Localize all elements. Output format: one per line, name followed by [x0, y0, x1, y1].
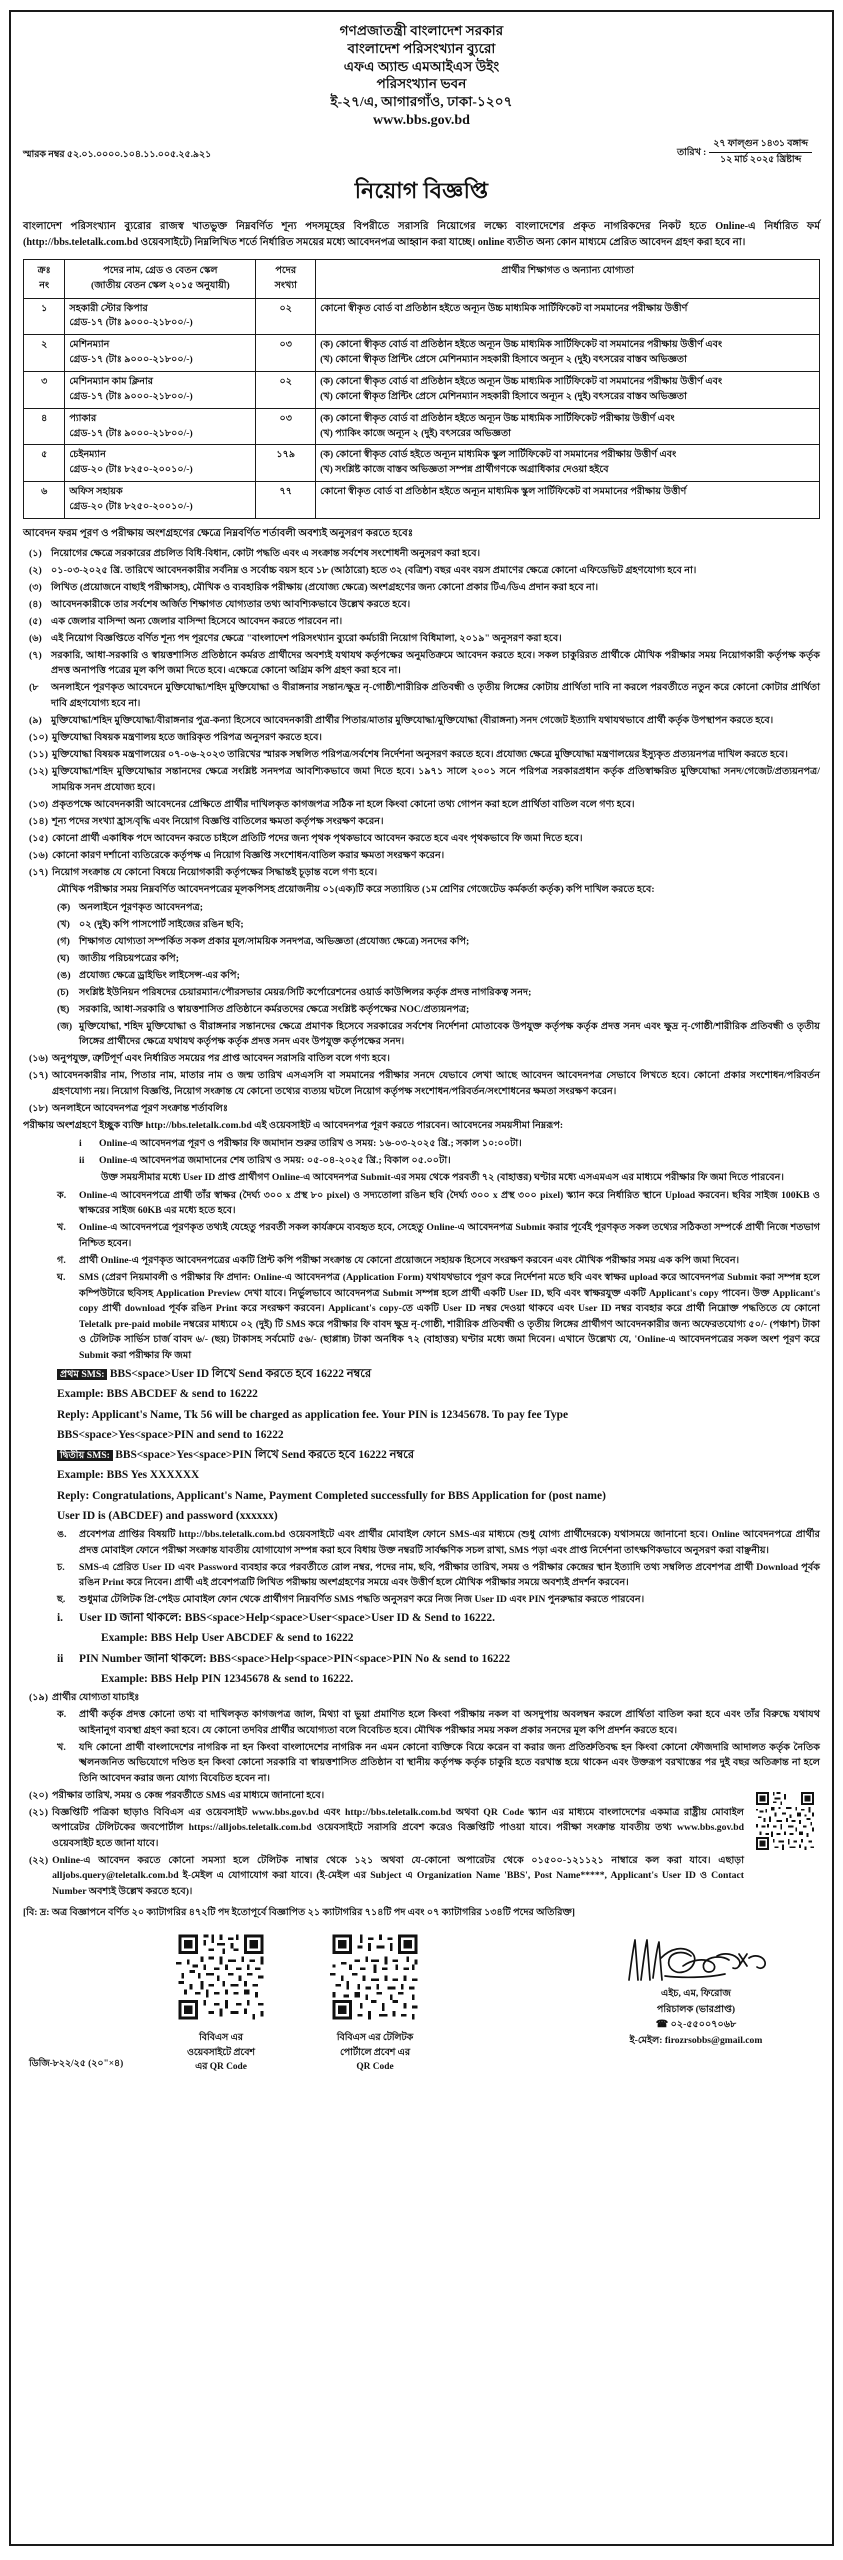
list-text: অনলাইনে পূরণকৃত আবেদনে মুক্তিযোদ্ধা/শহিদ মুক্তিযোদ্ধা ও বীরাঙ্গনার সন্তান/ক্ষুদ্র নৃ-গোষ্ঠী/শারীরিক প্রতিবন্ধী ও তৃতীয় লিঙ্গের কোটায় প্রার্থিতা দাবি না করলে পরবর্তীতে নতুন করে কোনো কোটার প্রার্থিতা দাবি গ্রহণযোগ্য হবে না। — [51, 682, 820, 709]
documents-list — [23, 900, 820, 1050]
row-post-grade: গ্রেড-১৭ (টাঃ ৯০০০-২১৮০০/-) — [69, 317, 193, 329]
list-text: আবেদনকারীর নাম, পিতার নাম, মাতার নাম ও জন্ম তারিখ এসএসসি বা সমমানের পরীক্ষার সনদে যেভাবে লেখা আছে আবেদন আবেদনপত্র সেভাবে লিখতে হবে। কোনো প্রকার সংশোধন/পরিবর্তন গ্রহণযোগ্য নয়। নিয়োগ বিজ্ঞপ্তি, নিয়োগ সংক্রান্ত যে কোনো তথ্যের ব্যত্যয় ঘটলে নিয়োগ কর্তৃপক্ষ সংশোধন/পরিবর্তন/সংশোধনের ক্ষমতা সংরক্ষণ করেন। — [52, 1070, 820, 1097]
row-post-grade: গ্রেড-১৭ (টাঃ ৯০০০-২১৮০০/-) — [69, 427, 193, 439]
row-post-grade: গ্রেড-২০ (টাঃ ৮২৫০-২০০১০/-) — [69, 464, 193, 476]
list-marker: (১০) — [29, 732, 49, 744]
list-text: অনুপযুক্ত, ত্রুটিপূর্ণ এবং নির্ধারিত সময়ের পর প্রাপ্ত আবেদন সরাসরি বাতিল বলে গণ্য হবে। — [52, 1053, 390, 1065]
row-count: ৭৭ — [256, 482, 316, 519]
documents-intro: মৌখিক পরীক্ষার সময় নিম্নবর্ণিত আবেদনপত্রের মূলকপিসহ প্রয়োজনীয় ০১(এক)টি করে সত্যায়িত (১ম শ্রেণির গেজেটেড কর্মকর্তা কর্তৃক) কপি দাখিল করতে হবে: — [57, 884, 655, 896]
row-serial: ৫ — [24, 445, 65, 482]
row-qual-line: (খ) প্যাকিং কাজে অন্যূন ২ (দুই) বৎসরের অভিজ্ঞতা — [320, 427, 511, 439]
list-item — [23, 563, 820, 579]
list-marker: (১৪) — [29, 815, 49, 827]
list-text: Online-এ আবেদন করতে কোনো সমস্যা হলে টেলিটক নাম্বার থেকে ১২১ অথবা যে-কোনো অপারেটর থেকে ০১৫০০-১২১১২১ নাম্বারে কল করা যাবে। এছাড়া alljobs.query@teletalk.com.bd ই-মেইল এ যোগাযোগ করা যাবে। (ই-মেইল এর Subject এ Organization Name 'BBS', Post Name*****, Applicant's User ID ও Contact Number অবশ্যই উল্লেখ করতে হবে)। — [52, 1854, 744, 1897]
list-text: এক জেলার বাসিন্দা অন্য জেলার বাসিন্দা হিসেবে আবেদন করতে পারবেন না। — [51, 615, 343, 627]
list-text: কোনো কারণ দর্শানো ব্যতিরেকে কর্তৃপক্ষ এ নিয়োগ বিজ্ঞপ্তি সংশোধন/বাতিল করার ক্ষমতা সংরক্ষণ করেন। — [52, 849, 445, 861]
table-row — [24, 371, 820, 408]
sms-first-example: Example: BBS ABCDEF & send to 16222 — [57, 1388, 258, 1401]
row-qual-line: (খ) কোনো স্বীকৃত প্রিন্টিং প্রেসে মেশিনম্যান সহকারী হিসাবে অন্যূন ২ (দুই) বৎসরের বাস্তব অভিজ্ঞতা — [320, 390, 687, 402]
conditions-heading: আবেদন ফরম পূরণ ও পরীক্ষায় অংশগ্রহণের ক্ষেত্রে নিম্নবর্ণিত শর্তাবলী অবশ্যই অনুসরণ করতে হবেঃ — [23, 527, 414, 539]
list-marker: (গ) — [57, 935, 70, 947]
sms-second-line — [23, 1446, 820, 1464]
row-post — [65, 298, 256, 335]
list-marker: (১৬) — [29, 1053, 49, 1065]
list-text: SMS (প্রেরণ নিয়মাবলী ও পরীক্ষার ফি প্রদান: Online-এ আবেদনপত্র (Application Form) যথাযথভাবে পূরণ করে নির্দেশনা মতে ছবি এবং স্বাক্ষর upload করে আবেদনপত্র Submit করা সম্পন্ন হলে কম্পিউটারে ছবিসহ Application Preview দেখা যাবে। নির্ভুলভাবে আবেদনপত্র Submit সম্পন্ন হলে প্রার্থী একটি User ID, ছবি এবং স্বাক্ষরযুক্ত একটি Applicant's copy পাবেন। উক্ত Applicant's copy প্রার্থী download পূর্বক রঙিন Print করে সংরক্ষণ করবেন। Applicant's copy-তে একটি User ID নম্বর দেওয়া থাকবে এবং User ID নম্বর ব্যবহার করে প্রার্থী নিম্নোক্ত পদ্ধতিতে যে কোনো Teletalk pre-paid mobile নম্বরের মাধ্যমে ০২ (দুই) টি SMS করে পরীক্ষার ফি বাবদ ক্ষুদ্র নৃ-গোষ্ঠী, শারীরিক প্রতিবন্ধী ও তৃতীয় লিঙ্গের প্রার্থীগণ আবেদনকারীর জন্য অফেরতযোগ্য ৫০/- (পঞ্চাশ) টাকা ও টেলিটক সার্ভিস চার্জ বাবদ ৬/- (ছয়) টাকাসহ সর্বমোট ৫৬/- (ছাপ্পান্ন) টাকা অনধিক ৭২ (বাহাত্তর) ঘণ্টার মধ্যে জমা দিবেন। এখানে উল্লেখ্য যে, 'Online-এ আবেদনপত্রের সকল অংশ পূরণ করে Submit করা পরীক্ষার ফি জমা — [79, 1272, 820, 1361]
row-qualification — [316, 408, 820, 445]
list-item — [23, 814, 820, 830]
row-serial: ৬ — [24, 482, 65, 519]
list-item — [23, 1805, 744, 1852]
col-header-post — [65, 259, 256, 298]
col-header-serial — [24, 259, 65, 298]
row-post-grade: গ্রেড-১৭ (টাঃ ৯০০০-২১৮০০/-) — [69, 390, 193, 402]
qr-portal-caption-l2: পোর্টালে প্রবেশ এর — [340, 2047, 410, 2058]
row-serial: ৪ — [24, 408, 65, 445]
col-header-qualification: প্রার্থীর শিক্ষাগত ও অন্যান্য যোগ্যতা — [316, 259, 820, 298]
table-row — [24, 482, 820, 519]
list-text: পরীক্ষার তারিখ, সময় ও কেন্দ্র পরবর্তীতে SMS এর মাধ্যমে জানানো হবে। — [52, 1789, 325, 1801]
recovery-example-1: Example: BBS Help User ABCDEF & send to 16222 — [101, 1632, 354, 1645]
signer-email-row — [582, 2033, 810, 2049]
row-post-name: চেইনম্যান — [69, 449, 106, 461]
inline-qr-code[interactable] — [754, 1790, 816, 1852]
list-item — [23, 614, 820, 630]
list-item — [23, 764, 820, 795]
qr-website-caption-l1: বিবিএস এর — [199, 2033, 243, 2044]
list-text: User ID জানা থাকলে: BBS<space>Help<space>User<space>User ID & Send to 16222. — [79, 1612, 495, 1625]
qr-portal-block — [301, 1932, 449, 2075]
list-text: অনলাইনে আবেদনপত্র পূরণ সংক্রান্ত শর্তাবলিঃ — [52, 1102, 229, 1114]
org-line-1: গণপ্রজাতন্ত্রী বাংলাদেশ সরকার — [339, 23, 504, 38]
sms-first-prefix: প্রথম — [60, 1369, 79, 1381]
list-text: সংশ্লিষ্ট ইউনিয়ন পরিষদের চেয়ারম্যান/পৌরসভার মেয়র/সিটি কর্পোরেশনের ওয়ার্ড কাউন্সিলর কর্তৃক প্রদত্ত নাগরিকত্ব সনদ; — [79, 986, 532, 998]
list-text: Online-এ আবেদনপত্র পূরণ ও পরীক্ষার ফি জমাদান শুরুর তারিখ ও সময়: ১৬-০৩-২০২৫ খ্রি.; সকাল ১০:০০টা। — [99, 1137, 522, 1149]
memo-date — [677, 138, 820, 168]
qr-website-caption-l2: ওয়েবসাইটে প্রবেশ — [187, 2047, 255, 2058]
list-item — [23, 680, 820, 711]
row-qual-line: কোনো স্বীকৃত বোর্ড বা প্রতিষ্ঠান হইতে অন্যূন মাধ্যমিক স্কুল সার্টিফিকেট বা সমমানের পরীক্ষায় উত্তীর্ণ — [320, 486, 687, 498]
list-item — [23, 1270, 820, 1363]
row-qual-line: (ক) কোনো স্বীকৃত বোর্ড বা প্রতিষ্ঠান হইতে অন্যূন উচ্চ মাধ্যমিক সার্টিফিকেট পরীক্ষায় উত্তীর্ণ এবং — [320, 412, 675, 424]
org-line-2: বাংলাদেশ পরিসংখ্যান ব্যুরো — [347, 40, 496, 56]
list-item — [23, 900, 820, 916]
list-marker: (১৩) — [29, 798, 49, 810]
list-marker: (চ) — [57, 986, 69, 998]
list-item — [23, 1188, 820, 1219]
list-item — [23, 934, 820, 950]
online-section-heading — [23, 1101, 820, 1117]
signature-icon — [621, 1934, 771, 1986]
row-post-grade: গ্রেড-১৭ (টাঃ ৯০০০-২১৮০০/-) — [69, 354, 193, 366]
row-post — [65, 445, 256, 482]
recovery-example-2: Example: BBS Help PIN 12345678 & send to 16222. — [101, 1672, 354, 1685]
list-marker: (ক) — [57, 901, 71, 913]
list-item — [23, 848, 820, 864]
list-item — [23, 1068, 820, 1099]
list-marker: (৪) — [29, 598, 42, 610]
list-text: নিয়োগের ক্ষেত্রে সরকারের প্রচলিত বিধি-বিধান, কোটা পদ্ধতি এবং এ সংক্রান্ত সর্বশেষ সংশোধনী অনুসরণ করা হবে। — [51, 547, 481, 559]
handwritten-signature — [582, 1932, 810, 1986]
row-qualification — [316, 371, 820, 408]
table-row — [24, 335, 820, 372]
list-item — [23, 985, 820, 1001]
row-qualification — [316, 335, 820, 372]
list-marker: ii — [57, 1652, 64, 1665]
list-text: যদি কোনো প্রার্থী বাংলাদেশের নাগরিক না হন কিংবা বাংলাদেশের নাগরিক নন এমন কোনো ব্যক্তিকে বিয়ে করেন বা করার জন্য প্রতিশ্রুতিবদ্ধ হন কিংবা কোনো ফৌজদারি আদালত কর্তৃক নৈতিক স্খলনজনিত অভিযোগে দণ্ডিত হন কিংবা কোনো সরকারি বা স্বায়ত্তশাসিত প্রতিষ্ঠান বা স্থানীয় কর্তৃপক্ষ কর্তৃক চাকুরি হতে বরখাস্ত হয়ে থাকেন এবং উক্তরূপ বরখাস্তের পর দুই বছর অতিক্রান্ত না হলে তিনি আবেদন করার জন্য যোগ্য বিবেচিত হবেন না। — [79, 1741, 820, 1784]
org-website[interactable]: www.bbs.gov.bd — [373, 113, 470, 129]
col-header-serial-l1: ক্রঃ — [37, 264, 51, 276]
list-item — [23, 747, 820, 763]
row-count: ০৩ — [256, 408, 316, 445]
date-english: ১২ মার্চ ২০২৫ খ্রিষ্টাব্দ — [720, 155, 802, 166]
row-post — [65, 371, 256, 408]
table-header-row — [24, 259, 820, 298]
list-text: ০২ (দুই) কপি পাসপোর্ট সাইজের রঙিন ছবি; — [79, 918, 244, 930]
sms-second-example: Example: BBS Yes XXXXXX — [57, 1469, 200, 1482]
list-marker: (৭) — [29, 649, 42, 661]
list-marker: (২২) — [29, 1854, 49, 1866]
row-post-name: মেশিনম্যান কাম ক্লিনার — [69, 375, 154, 387]
list-item — [23, 546, 820, 562]
row-count: ১৭৯ — [256, 445, 316, 482]
list-item — [23, 917, 820, 933]
list-item — [23, 1788, 744, 1804]
date-bangla: ২৭ ফাল্গুন ১৪৩১ বঙ্গাব্দ — [709, 138, 812, 154]
list-text: লিখিত (প্রয়োজনে বাছাই পরীক্ষাসহ), মৌখিক ও ব্যবহারিক পরীক্ষায় (প্রযোজ্য ক্ষেত্রে) অংশগ্রহণের জন্য কোনো প্রকার টিএ/ডিএ প্রদান করা হবে না। — [51, 581, 599, 593]
list-marker: গ. — [57, 1255, 66, 1266]
letterhead — [23, 22, 820, 131]
list-item — [23, 1153, 820, 1169]
list-marker: (১১) — [29, 749, 49, 761]
list-marker: (৫) — [29, 615, 42, 627]
org-line-4: পরিসংখ্যান ভবন — [376, 76, 467, 92]
list-text: আবেদনকারীকে তার সর্বশেষ অর্জিত শিক্ষাগত যোগ্যতার তথ্য আবশ্যিকভাবে উল্লেখ করতে হবে। — [51, 598, 411, 610]
list-text: Online-এ আবেদনপত্রে প্রার্থী তাঁর স্বাক্ষর (দৈর্ঘ্য ৩০০ x প্রস্থ ৮০ pixel) ও সদ্যতোলা রঙিন ছবি (দৈর্ঘ্য ৩০০ x প্রস্থ ৩০০ pixel) স্ক্যান করে নির্ধারিত স্থানে Upload করবেন। ছবির সাইজ 100KB ও স্বাক্ষরের সাইজ 60KB এর মধ্যে হতে হবে। — [79, 1189, 820, 1217]
list-marker: খ. — [57, 1222, 66, 1234]
col-header-post-l2: (জাতীয় বেতন স্কেল ২০১৫ অনুযায়ী) — [91, 279, 230, 291]
row-qualification — [316, 298, 820, 335]
conditions-list — [23, 546, 820, 880]
list-marker: (১৬) — [29, 849, 49, 861]
col-header-count-l2: সংখ্যা — [274, 279, 297, 291]
email-label: ই-মেইল: — [629, 2035, 663, 2047]
list-marker: (ছ) — [57, 1003, 70, 1015]
list-marker: (জ) — [57, 1020, 73, 1032]
col-header-count — [256, 259, 316, 298]
list-text: মুক্তিযোদ্ধা/শহিদ মুক্তিযোদ্ধার সন্তানদের ক্ষেত্রে সংশ্লিষ্ট সনদপত্র আবশ্যিকভাবে জমা দিতে হবে। ১৯৭১ সালে ২০০১ সনে পরিপত্র সরকারপ্রধান কর্তৃক প্রতিস্বাক্ষরিত মুক্তিযোদ্ধা সনদ/গেজেট/প্রত্যয়নপত্র/সাময়িক সনদ প্রযোজ্য হবে। — [52, 766, 820, 793]
phone-icon: ☎ — [655, 2019, 669, 2031]
list-item — [23, 730, 820, 746]
list-item — [23, 597, 820, 613]
signature-block — [582, 1932, 814, 2049]
row-count: ০২ — [256, 298, 316, 335]
list-item — [23, 1051, 820, 1067]
list-text: জাতীয় পরিচয়পত্রের কপি; — [79, 952, 179, 964]
sms-second-text: BBS<space>Yes<space>PIN লিখে Send করতে হবে 16222 নম্বরে — [115, 1449, 415, 1462]
list-item — [23, 1592, 820, 1608]
recovery-list — [23, 1609, 820, 1688]
conditions-list-2 — [23, 1051, 820, 1099]
row-qual-line: (খ) সংশ্লিষ্ট কাজে বাস্তব অভিজ্ঞতা সম্পন্ন প্রার্থীগণকে অগ্রাধিকার দেওয়া হইবে — [320, 464, 609, 476]
list-item — [23, 1527, 820, 1558]
row-post-name: অফিস সহায়ক — [69, 486, 123, 498]
list-text: SMS-এ প্রেরিত User ID এবং Password ব্যবহার করে পরবর্তীতে রোল নম্বর, পদের নাম, ছবি, পরীক্ষার তারিখ, সময় ও পরীক্ষার কেন্দ্রের স্থান ইত্যাদি তথ্য সম্বলিত প্রবেশপত্র প্রার্থী Download পূর্বক রঙিন Print করে নিবেন। প্রার্থী এই প্রবেশপত্রটি লিখিত পরীক্ষায় অংশগ্রহণের সময়ে এবং উত্তীর্ণ হলে মৌখিক পরীক্ষার সময়ে অবশ্যই প্রদর্শন করবেন। — [79, 1561, 820, 1589]
online-lead: পরীক্ষায় অংশগ্রহণে ইচ্ছুক ব্যক্তি http://bbs.teletalk.com.bd এই ওয়েবসাইট এ আবেদনপত্র পূরণ করতে পারবেন। আবেদনের সময়সীমা নিম্নরূপ: — [23, 1120, 564, 1132]
list-marker: (২০) — [29, 1789, 49, 1801]
list-marker: ii — [79, 1154, 85, 1166]
row-count: ০২ — [256, 371, 316, 408]
qr-website-caption — [147, 2031, 295, 2075]
row-qualification — [316, 445, 820, 482]
list-marker: ক. — [57, 1189, 67, 1201]
posts-table-body — [24, 298, 820, 518]
list-marker: (ঙ) — [57, 969, 71, 981]
sms-first-badge — [57, 1369, 107, 1380]
signer-phone: ০২-৫৫০০৭০৬৮ — [670, 2019, 737, 2031]
row-post-name: সহকারী স্টোর কিপার — [69, 302, 148, 314]
list-item — [23, 1707, 820, 1738]
list-text: Online-এ আবেদনপত্র জমাদানের শেষ তারিখ ও সময়: ০৫-০৪-২০২৫ খ্রি.; বিকাল ০৫.০০টা। — [99, 1154, 451, 1166]
list-text: মুক্তিযোদ্ধা বিষয়ক মন্ত্রণালয়ের ০৭-০৬-২০২৩ তারিখের স্মারক সম্বলিত পরিপত্র/সর্বশেষ নির্দেশনা অনুসরণ করতে হবে। প্রযোজ্য ক্ষেত্রে মুক্তিযোদ্ধা মন্ত্রণালয়ের ইস্যুকৃত প্রত্যয়নপত্র দাখিল করতে হবে। — [52, 749, 788, 761]
memo-number: স্মারক নম্বর ৫২.০১.০০০০.১০৪.১১.০০৫.২৫.৯২১ — [23, 149, 212, 160]
sms-second-badge — [57, 1450, 113, 1461]
table-row — [24, 298, 820, 335]
list-item — [23, 951, 820, 967]
verify-heading — [23, 1690, 820, 1706]
list-item — [23, 1019, 820, 1050]
row-serial: ২ — [24, 335, 65, 372]
list-marker: (৮ — [29, 682, 39, 694]
list-marker: (২১) — [29, 1806, 49, 1818]
list-item — [23, 1609, 820, 1627]
list-text: শিক্ষাগত যোগ্যতা সম্পর্কিত সকল প্রকার মূল/সাময়িক সনদপত্র, অভিজ্ঞতা (প্রযোজ্য ক্ষেত্রে) সনদের কপি; — [79, 935, 470, 947]
list-text: মুক্তিযোদ্ধা, শহিদ মুক্তিযোদ্ধা ও বীরাঙ্গনার সন্তানদের ক্ষেত্রে প্রমাণক হিসেবে সরকারের সর্বশেষ নির্দেশনা মোতাবেক উপযুক্ত কর্তৃপক্ষ কর্তৃক প্রদত্ত সনদ এবং ক্ষুদ্র নৃ-গোষ্ঠী/শারীরিক প্রতিবন্ধী ও তৃতীয় লিঙ্গের প্রার্থীদের ক্ষেত্রে যথাযথ কর্তৃপক্ষ কর্তৃক প্রদত্ত সনদ এবং উপযুক্ত কর্তৃপক্ষের সনদ। — [79, 1020, 820, 1048]
qr-code-icon — [754, 1790, 816, 1852]
signer-title: পরিচালক (ভারপ্রাপ্ত) — [656, 2003, 736, 2015]
page-title: নিয়োগ বিজ্ঞপ্তি — [354, 177, 489, 203]
qr-code-website-icon[interactable] — [176, 1932, 266, 2022]
intro-paragraph: বাংলাদেশ পরিসংখ্যান ব্যুরোর রাজস্ব খাতভুক্ত নিম্নবর্ণিত শূন্য পদসমূহের বিপরীতে সরাসরি নিয়োগের লক্ষ্যে বাংলাদেশের প্রকৃত নাগরিকদের নিকট হতে Online-এ নির্ধারিত ফর্ম (http://bbs.teletalk.com.bd ওয়েবসাইটে) নিম্নলিখিত শর্তে নির্ধারিত সময়ের মধ্যে আবেদনপত্র আহ্বান করা যাচ্ছে। online ব্যতীত অন্য কোন মাধ্যমে প্রেরিত আবেদন গ্রহণ করা হবে না। — [23, 220, 820, 249]
sms-second-reply-1: Reply: Congratulations, Applicant's Name, Payment Completed successfully for BBS Application for (post name) — [57, 1489, 606, 1502]
document-frame — [9, 10, 834, 2546]
list-marker: (১৮) — [29, 1102, 49, 1114]
list-item — [23, 831, 820, 847]
list-marker: (১৯) — [29, 1692, 49, 1704]
table-row — [24, 445, 820, 482]
list-text: কোনো প্রার্থী একাধিক পদে আবেদন করতে চাইলে প্রতিটি পদের জন্য পৃথক পৃথকভাবে আবেদন করতে হবে এবং পৃথকভাবে ফি জমা দিতে হবে। — [52, 832, 583, 844]
row-post — [65, 482, 256, 519]
row-qual-line: (খ) কোনো স্বীকৃত প্রিন্টিং প্রেসে মেশিনম্যান সহকারী হিসাবে অন্যূন ২ (দুই) বৎসরের বাস্তব অভিজ্ঞতা — [320, 354, 687, 366]
list-text: প্রার্থীর যোগ্যতা যাচাইঃ — [52, 1692, 140, 1704]
list-item — [23, 713, 820, 729]
list-text: প্রকৃতপক্ষে আবেদনকারী আবেদনের প্রেক্ষিতে প্রার্থীর দাখিলকৃত কাগজপত্র সঠিক না হলে কিংবা কোনো তথ্য গোপন করা হলে প্রার্থিতা বাতিল বলে গণ্য হবে। — [52, 798, 635, 810]
list-item — [23, 648, 820, 679]
qr-portal-caption-l3: QR Code — [356, 2062, 394, 2073]
qr-website-block — [147, 1932, 295, 2075]
list-item — [23, 1136, 820, 1152]
list-text: প্রার্থী Online-এ পূরণকৃত আবেদনপত্রের একটি প্রিন্ট কপি পরীক্ষা সংক্রান্ত যে কোনো প্রয়োজনে সহায়ক হিসেবে সংরক্ষণ করবেন এবং মৌখিক পরীক্ষার সময় এক কপি জমা দিবেন। — [79, 1255, 740, 1266]
final-items-block — [23, 1788, 820, 1901]
list-item — [23, 968, 820, 984]
org-line-3: এফএ অ্যান্ড এমআইএস উইং — [343, 58, 500, 74]
list-text: Online-এ আবেদনপত্রে পূরণকৃত তথ্যই যেহেতু পরবর্তী সকল কার্যক্রমে ব্যবহৃত হবে, সেহেতু Online-এ আবেদনপত্র Submit করার পূর্বেই পূরণকৃত সকল তথ্যের সঠিকতা সম্পর্কে প্রার্থী নিজে শতভাগ নিশ্চিত হবেন। — [79, 1222, 820, 1249]
row-post-name: প্যাকার — [69, 412, 97, 424]
list-item — [23, 1253, 820, 1269]
list-text: প্রবেশপত্র প্রাপ্তির বিষয়টি http://bbs.teletalk.com.bd ওয়েবসাইটে এবং প্রার্থীর মোবাইল ফোনে SMS-এর মাধ্যমে (শুধু যোগ্য প্রার্থীদেরকে) যথাসময়ে জানানো হবে। Online আবেদনপত্রে প্রার্থীর প্রদত্ত মোবাইল ফোনে পরীক্ষা সংক্রান্ত যাবতীয় যোগাযোগ সম্পন্ন করা হবে বিধায় উক্ত নম্বরটি সার্বক্ষণিক সচল রাখা, SMS পড়া এবং প্রাপ্ত নির্দেশনা তাৎক্ষণিকভাবে অনুসরণ করা বাঞ্ছনীয়। — [79, 1529, 820, 1556]
list-marker: (৬) — [29, 632, 42, 644]
col-header-serial-l2: নং — [39, 279, 50, 291]
list-item — [23, 1220, 820, 1251]
qr-portal-caption — [301, 2031, 449, 2075]
list-marker: (১) — [29, 547, 42, 559]
list-marker: (১২) — [29, 766, 49, 778]
list-marker: ঙ. — [57, 1529, 67, 1541]
list-marker: i. — [57, 1612, 64, 1625]
list-marker: (খ) — [57, 918, 70, 930]
list-item — [23, 631, 820, 647]
list-text: শূন্য পদের সংখ্যা হ্রাস/বৃদ্ধি এবং নিয়োগ বিজ্ঞপ্তি বাতিলের ক্ষমতা কর্তৃপক্ষ সংরক্ষণ করেন। — [52, 815, 384, 827]
list-text: অনলাইনে পূরণকৃত আবেদনপত্র; — [79, 901, 203, 913]
signer-phone-row — [582, 2017, 810, 2033]
row-qual-line: (ক) কোনো স্বীকৃত বোর্ড হইতে অন্যূন মাধ্যমিক স্কুল সার্টিফিকেট বা সমমানের পরীক্ষায় উত্তীর্ণ এবং — [320, 449, 677, 461]
qr-website-caption-l3: এর QR Code — [195, 2062, 247, 2073]
list-item — [23, 580, 820, 596]
signer-email[interactable]: firozrsobbs@gmail.com — [664, 2035, 763, 2047]
row-post-grade: গ্রেড-২০ (টাঃ ৮২৫০-২০০১০/-) — [69, 500, 193, 512]
row-count: ০৩ — [256, 335, 316, 372]
posts-table — [23, 259, 820, 519]
sms-more-list — [23, 1527, 820, 1608]
sms-second-reply-2: User ID is (ABCDEF) and password (xxxxxx) — [57, 1509, 278, 1522]
row-qualification — [316, 482, 820, 519]
sms-first-tag: SMS: — [81, 1369, 105, 1381]
qr-portal-caption-l1: বিবিএস এর টেলিটক — [336, 2033, 414, 2044]
list-text: মুক্তিযোদ্ধা/শহিদ মুক্তিযোদ্ধা/বীরাঙ্গনার পুত্র-কন্যা হিসেবে আবেদনকারী প্রার্থীর পিতার/মাতার মুক্তিযোদ্ধা/মুক্তিযোদ্ধা (বীরাঙ্গনা) সনদ গেজেট ইত্যাদি যথাযথভাবে প্রার্থী কর্তৃক উপস্থাপন করতে হবে। — [51, 715, 774, 726]
list-item — [23, 1002, 820, 1018]
table-row — [24, 408, 820, 445]
list-text: শুধুমাত্র টেলিটক প্রি-পেইড মোবাইল ফোন থেকে প্রার্থীগণ নিম্নবর্ণিত SMS পদ্ধতি অনুসরণ করে নিজ নিজ User ID এবং PIN পুনরুদ্ধার করতে পারবেন। — [79, 1594, 645, 1606]
list-marker: ঘ. — [57, 1272, 66, 1284]
row-qual-line: (ক) কোনো স্বীকৃত বোর্ড বা প্রতিষ্ঠান হইতে অন্যূন উচ্চ মাধ্যমিক সার্টিফিকেট বা সমমানের পরীক্ষায় উত্তীর্ণ এবং — [320, 339, 723, 351]
list-item — [23, 865, 820, 881]
signer-name: এইচ, এম, ফিরোজ — [661, 1988, 731, 2000]
list-text: মুক্তিযোদ্ধা বিষয়ক মন্ত্রণালয় হতে জারিকৃত পরিপত্র অনুসরণ করতে হবে। — [52, 732, 322, 744]
list-item — [23, 1650, 820, 1668]
row-qual-line: কোনো স্বীকৃত বোর্ড বা প্রতিষ্ঠান হইতে অন্যূন উচ্চ মাধ্যমিক সার্টিফিকেট বা সমমানের পরীক্ষায় উত্তীর্ণ — [320, 302, 688, 314]
list-marker: (৩) — [29, 581, 42, 593]
list-item — [23, 1740, 820, 1787]
list-text: প্রার্থী কর্তৃক প্রদত্ত কোনো তথ্য বা দাখিলকৃত কাগজপত্র জাল, মিথ্যা বা ভুয়া প্রমাণিত হলে কিংবা পরীক্ষায় নকল বা অসদুপায় অবলম্বন করলে প্রার্থিতা বাতিল করা হবে এবং তাঁর বিরুদ্ধে যথাযথ আইনানুগ ব্যবস্থা গ্রহণ করা হবে। যে কোনো তদবির প্রার্থীর অযোগ্যতা বলে বিবেচিত হবে। মৌখিক পরীক্ষার সময় সকল প্রকার সনদের মূল কপি প্রদর্শন করতে হবে। — [79, 1709, 820, 1736]
list-text: নিয়োগ সংক্রান্ত যে কোনো বিষয়ে নিয়োগকারী কর্তৃপক্ষের সিদ্ধান্তই চূড়ান্ত বলে গণ্য হবে। — [52, 866, 378, 878]
row-post — [65, 335, 256, 372]
list-marker: (৯) — [29, 715, 42, 726]
sms-second-prefix: দ্বিতীয় — [60, 1450, 85, 1462]
row-serial: ৩ — [24, 371, 65, 408]
list-text: বিজ্ঞপ্তিটি পত্রিকা ছাড়াও বিবিএস এর ওয়েবসাইট www.bbs.gov.bd এবং http://bbs.teletalk.com.bd অথবা QR Code স্ক্যান এর মাধ্যমে বাংলাদেশের একমাত্র রাষ্ট্রীয় মোবাইল অপারেটর টেলিটকের জবপোর্টাল https://alljobs.teletalk.com.bd ওয়েবসাইটে সরাসরি প্রবেশ করেও বিজ্ঞপ্তিটি পাওয়া যাবে। পরীক্ষা সংক্রান্ত যাবতীয় তথ্য www.bbs.gov.bd ওয়েবসাইট হতে জানা যাবে। — [52, 1806, 744, 1849]
list-marker: ক. — [57, 1709, 67, 1721]
list-text: এই নিয়োগ বিজ্ঞপ্তিতে বর্ণিত শূন্য পদ পূরণের ক্ষেত্রে "বাংলাদেশ পরিসংখ্যান ব্যুরো কর্মচারী নিয়োগ বিধিমালা, ২০১৯" অনুসরণ করা হবে। — [51, 632, 562, 644]
date-stack — [709, 138, 812, 168]
org-address: ই-২৭/এ, আগারগাঁও, ঢাকা-১২০৭ — [330, 94, 513, 110]
row-serial: ১ — [24, 298, 65, 335]
col-header-count-l1: পদের — [275, 264, 297, 276]
list-marker: i — [79, 1137, 82, 1149]
list-item — [23, 1560, 820, 1591]
list-text: প্রযোজ্য ক্ষেত্রে ড্রাইভিং লাইসেন্স-এর কপি; — [79, 969, 240, 981]
additional-note: [বি: দ্র: অত্র বিজ্ঞাপনে বর্ণিত ২০ ক্যাটাগরির ৪৭২টি পদ ইতোপূর্বে বিজ্ঞাপিত ২১ ক্যাটাগরির ৭১৪টি পদ এবং ০৭ ক্যাটাগরির ১৩৪টি পদের অতিরিক্ত] — [23, 1906, 576, 1918]
list-marker: (ঘ) — [57, 952, 70, 964]
online-deadline-note: উক্ত সময়সীমার মধ্যে User ID প্রাপ্ত প্রার্থীগণ Online-এ আবেদনপত্র Submit-এর সময় থেকে পরবর্তী ৭২ (বাহাত্তর) ঘণ্টার মধ্যে এসএমএস এর মাধ্যমে পরীক্ষার ফি জমা দিতে পারবেন। — [101, 1172, 784, 1184]
list-text: সরকারি, আধা-সরকারি ও স্বায়ত্তশাসিত প্রতিষ্ঠানে কর্মরত প্রার্থীদের অবশ্যই যথাযথ কর্তৃপক্ষের অনুমতিক্রমে আবেদন করতে হবে। সকল চাকুরিরত প্রার্থীকে মৌখিক পরীক্ষার সময় নিয়োগকারী কর্তৃপক্ষ কর্তৃক প্রদত্ত অনাপত্তি পত্রের মূল কপি জমা দিতে হবে। এক্ষেত্রে কোনো অগ্রিম কপি গ্রহণ করা হবে না। — [51, 649, 820, 677]
sms-first-line — [23, 1365, 820, 1383]
digi-reference: ডিজি-৮২২/২৫ (২০"×৪) — [29, 2058, 124, 2069]
list-text: ০১-০৩-২০২৫ খ্রি. তারিখে আবেদনকারীর সর্বনিম্ন ও সর্বোচ্চ বয়স হবে ১৮ (আঠারো) হতে ৩২ (বত্রিশ) বছর এবং বয়স প্রমাণের ক্ষেত্রে কোনো এফিডেভিট গ্রহণযোগ্য হবে না। — [51, 564, 697, 576]
sms-first-text: BBS<space>User ID লিখে Send করতে হবে 16222 নম্বরে — [109, 1368, 372, 1381]
row-post — [65, 408, 256, 445]
qr-code-portal-icon[interactable] — [330, 1932, 420, 2022]
sms-first-reply-2: BBS<space>Yes<space>PIN and send to 16222 — [57, 1428, 284, 1441]
list-item — [23, 1853, 744, 1900]
sms-first-reply-1: Reply: Applicant's Name, Tk 56 will be charged as application fee. Your PIN is 12345678. To pay fee Type — [57, 1408, 569, 1421]
row-qual-line: (ক) কোনো স্বীকৃত বোর্ড বা প্রতিষ্ঠান হইতে অন্যূন উচ্চ মাধ্যমিক সার্টিফিকেট বা সমমানের পরীক্ষায় উত্তীর্ণ এবং — [320, 375, 723, 387]
row-post-name: মেশিনম্যান — [69, 339, 110, 351]
list-marker: (১৭) — [29, 1070, 49, 1082]
list-text: সরকারি, আধা-সরকারি ও স্বায়ত্তশাসিত প্রতিষ্ঠানে কর্মরতদের ক্ষেত্রে সংশ্লিষ্ট কর্তৃপক্ষের NOC/প্রত্যয়নপত্র; — [79, 1003, 470, 1015]
list-marker: চ. — [57, 1561, 65, 1573]
date-label: তারিখ : — [677, 148, 707, 159]
sms-second-tag: SMS: — [86, 1450, 110, 1462]
list-marker: (১৫) — [29, 832, 49, 844]
list-marker: খ. — [57, 1741, 66, 1753]
list-marker: ছ. — [57, 1594, 66, 1606]
memo-date-row — [23, 138, 820, 168]
footer-area — [23, 1932, 820, 2075]
list-marker: (২) — [29, 564, 42, 576]
list-marker: (১৭) — [29, 866, 49, 878]
list-item — [23, 797, 820, 813]
col-header-post-l1: পদের নাম, গ্রেড ও বেতন স্কেল — [103, 264, 218, 276]
list-text: PIN Number জানা থাকলে: BBS<space>Help<space>PIN<space>PIN No & send to 16222 — [79, 1652, 511, 1665]
